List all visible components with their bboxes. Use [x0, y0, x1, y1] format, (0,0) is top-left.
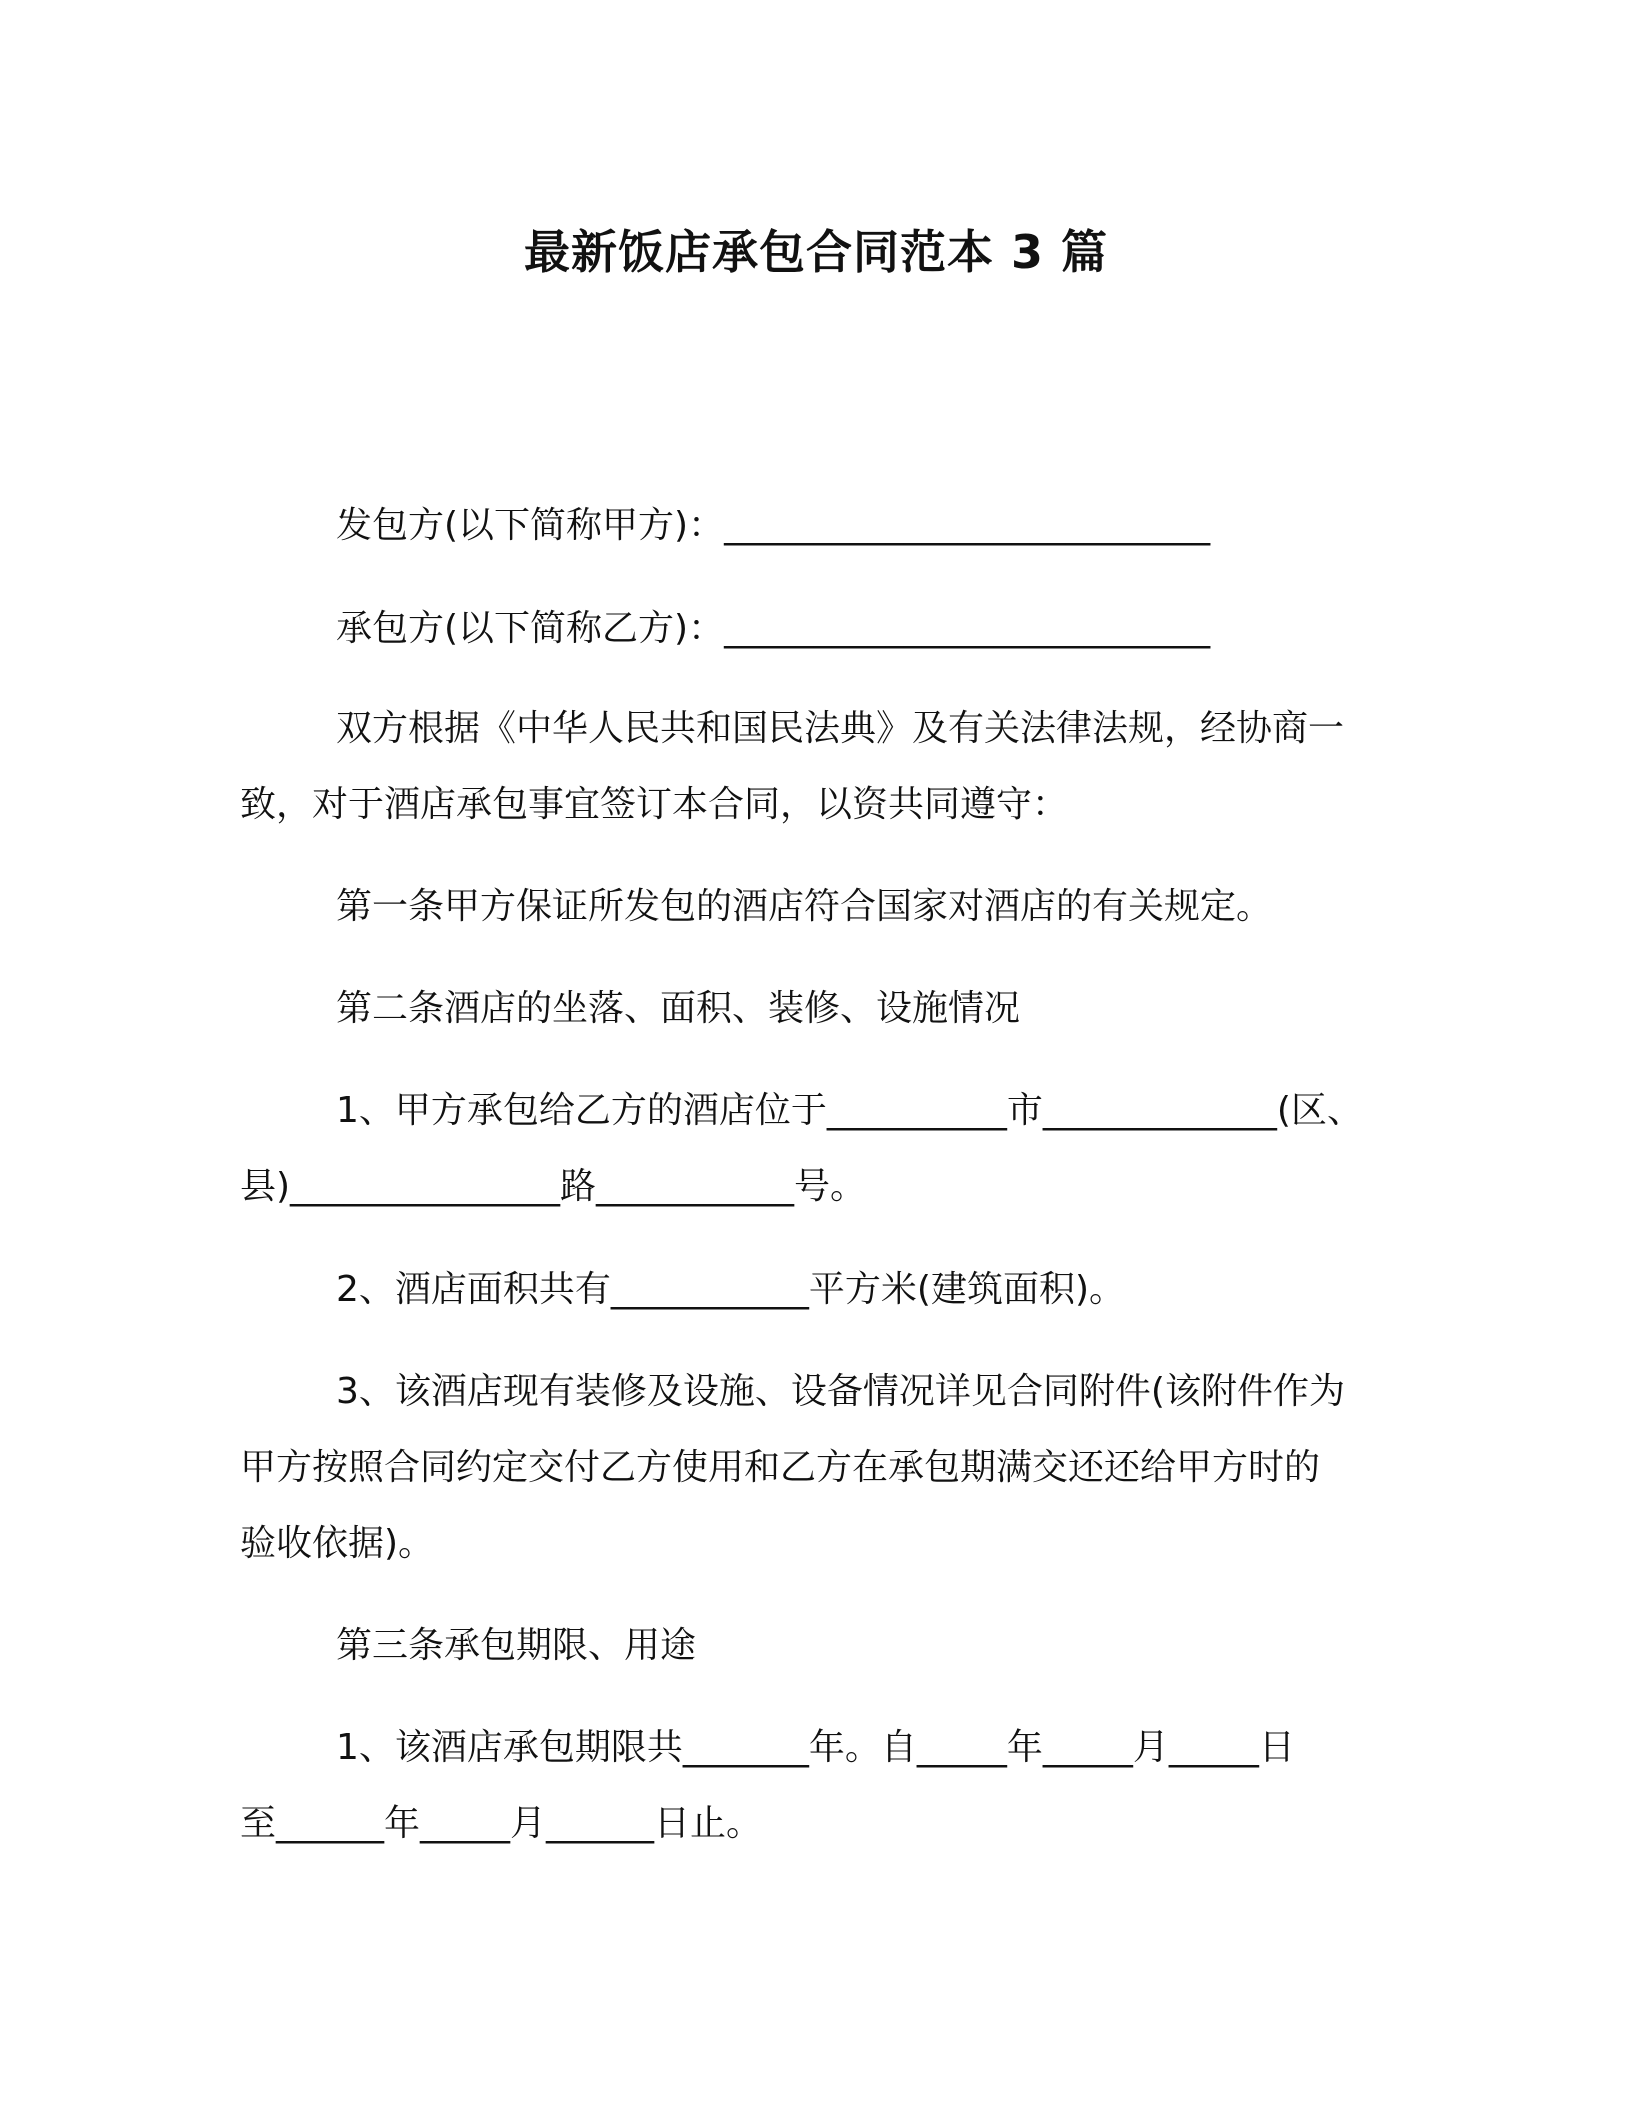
article-3-item-1-line-2: 至______年_____月______日止。 — [240, 1803, 763, 1844]
document-title: 最新饭店承包合同范本 3 篇 — [523, 225, 1109, 279]
article-2-item-1-line-1: 1、甲方承包给乙方的酒店位于__________市_____________(区、 — [336, 1090, 1363, 1131]
article-2-item-1-line-2: 县)_______________路___________号。 — [240, 1166, 867, 1207]
preamble-line-1: 双方根据《中华人民共和国民法典》及有关法律法规，经协商一 — [336, 708, 1345, 749]
article-3-heading: 第三条承包期限、用途 — [336, 1625, 697, 1666]
article-2-heading: 第二条酒店的坐落、面积、装修、设施情况 — [336, 988, 1021, 1029]
article-2-item-3-line-2: 甲方按照合同约定交付乙方使用和乙方在承包期满交还还给甲方时的 — [240, 1447, 1321, 1488]
party-a-line: 发包方(以下简称甲方)：___________________________ — [336, 505, 1211, 546]
preamble-line-2: 致，对于酒店承包事宜签订本合同，以资共同遵守： — [240, 784, 1069, 825]
article-1: 第一条甲方保证所发包的酒店符合国家对酒店的有关规定。 — [336, 886, 1273, 927]
article-3-item-1-line-1: 1、该酒店承包期限共_______年。自_____年_____月_____日 — [336, 1727, 1295, 1768]
article-2-item-3-line-1: 3、该酒店现有装修及设施、设备情况详见合同附件(该附件作为 — [336, 1371, 1345, 1412]
party-b-line: 承包方(以下简称乙方)：___________________________ — [336, 608, 1211, 649]
article-2-item-3-line-3: 验收依据)。 — [240, 1523, 435, 1564]
article-2-item-2: 2、酒店面积共有___________平方米(建筑面积)。 — [336, 1269, 1125, 1310]
